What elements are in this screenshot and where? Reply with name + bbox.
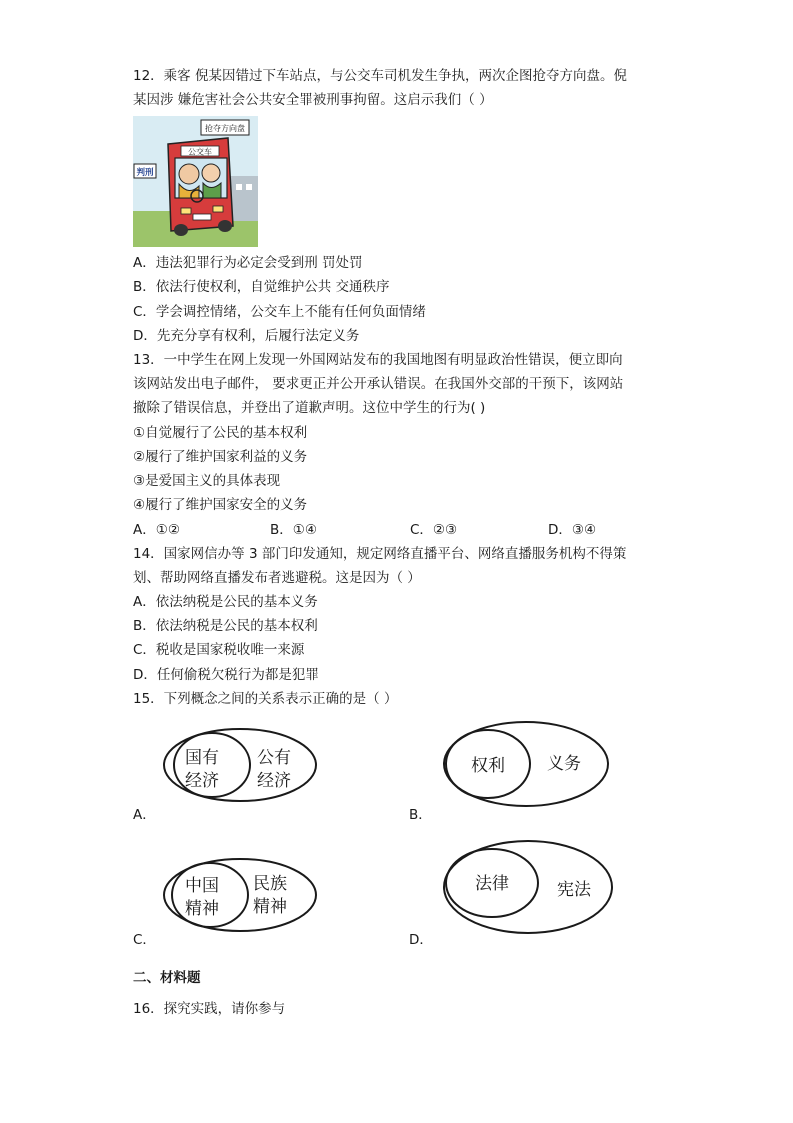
q13-choice-d: D．③④ [548, 522, 597, 538]
diagram-c-outer-line2: 精神 [253, 897, 287, 917]
q15-diagram-a [160, 725, 320, 805]
diagram-a-outer-line1: 公有 [257, 748, 291, 768]
diagram-d-outer-label: 宪法 [557, 880, 591, 900]
diagram-a-outer-line2: 经济 [257, 771, 291, 791]
q15-option-a-letter: A． [133, 807, 156, 823]
diagram-b-inner-label: 权利 [471, 756, 505, 776]
q12-option-b: B．依法行使权利，自觉维护公共 交通秩序 [133, 279, 390, 295]
q12-stem-line2: 某因涉 嫌危害社会公共安全罪被刑事拘留。这启示我们（ ） [133, 92, 493, 108]
q14-stem-line2: 划、帮助网络直播发布者逃避税。这是因为（ ） [133, 570, 421, 586]
q12-option-a: A．违法犯罪行为必定会受到刑 罚处罚 [133, 255, 363, 271]
q16-stem: 16．探究实践，请你参与 [133, 1001, 286, 1017]
q13-statement-2: ②履行了维护国家利益的义务 [133, 449, 308, 465]
section-title: 二、材料题 [133, 970, 201, 986]
q15-diagram-d [440, 837, 616, 937]
q12-stem-line1: 12．乘客 倪某因错过下车站点，与公交车司机发生争执，两次企图抢夺方向盘。倪 [133, 68, 627, 84]
diagram-a-inner-line1: 国有 [185, 748, 219, 768]
q15-option-c-letter: C． [133, 932, 156, 948]
q12-option-c: C．学会调控情绪，公交车上不能有任何负面情绪 [133, 304, 426, 320]
q15-option-d-letter: D． [409, 932, 433, 948]
q14-option-a: A．依法纳税是公民的基本义务 [133, 594, 318, 610]
q15-stem: 15．下列概念之间的关系表示正确的是（ ） [133, 691, 398, 707]
q13-choice-a: A．①② [133, 522, 180, 538]
diagram-b-outer-label: 义务 [547, 754, 581, 774]
diagram-d-inner-label: 法律 [475, 874, 509, 894]
q13-stem-line3: 撤除了错误信息，并登出了道歉声明。这位中学生的行为( ) [133, 400, 486, 416]
q13-statement-3: ③是爱国主义的具体表现 [133, 473, 281, 489]
q15-diagram-b [440, 718, 612, 810]
cartoon-bus-label: 公交车 [188, 147, 212, 157]
q15-option-b-letter: B． [409, 807, 432, 823]
q12-option-d: D．先充分享有权利，后履行法定义务 [133, 328, 360, 344]
q14-option-c: C．税收是国家税收唯一来源 [133, 642, 305, 658]
q12-cartoon-image [133, 116, 258, 247]
q13-stem-line2: 该网站发出电子邮件， 要求更正并公开承认错误。在我国外交部的干预下，该网站 [133, 376, 624, 392]
q13-stem-line1: 13．一中学生在网上发现一外国网站发布的我国地图有明显政治性错误，便立即向 [133, 352, 623, 368]
q14-stem-line1: 14．国家网信办等 3 部门印发通知，规定网络直播平台、网络直播服务机构不得策 [133, 546, 627, 562]
cartoon-sign-text: 抢夺方向盘 [205, 124, 245, 133]
q13-choice-b: B．①④ [270, 522, 317, 538]
diagram-c-inner-line1: 中国 [185, 876, 219, 896]
diagram-c-outer-line1: 民族 [253, 874, 287, 894]
diagram-a-inner-line2: 经济 [185, 771, 219, 791]
q14-option-b: B．依法纳税是公民的基本权利 [133, 618, 318, 634]
cartoon-stamp-text: 判刑 [136, 168, 154, 178]
q13-statement-1: ①自觉履行了公民的基本权利 [133, 425, 308, 441]
q14-option-d: D．任何偷税欠税行为都是犯罪 [133, 667, 319, 683]
q13-choice-c: C．②③ [410, 522, 458, 538]
diagram-c-inner-line2: 精神 [185, 899, 219, 919]
q15-diagram-c [160, 855, 320, 935]
q13-statement-4: ④履行了维护国家安全的义务 [133, 497, 308, 513]
